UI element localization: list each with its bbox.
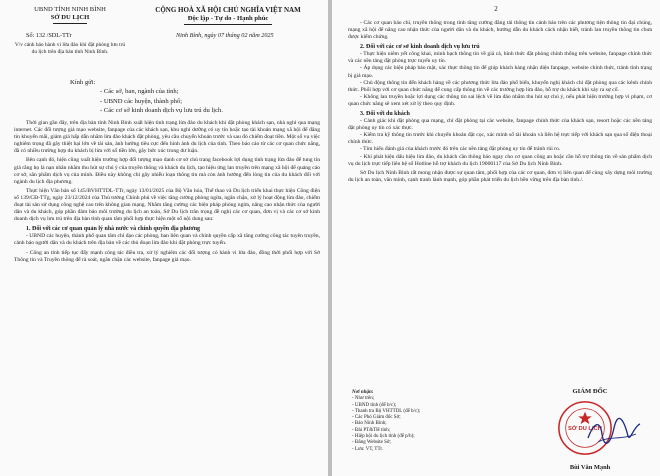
distribution-item: - UBND tỉnh (để b/c);	[352, 402, 397, 408]
page-number: 2	[494, 5, 498, 13]
closing-paragraph: Sở Du lịch Ninh Bình rất mong nhận được sự quan tâm, phối hợp của các cơ quan, đơn vị liên quan để cùng xây dựng môi trường du lịch an toàn, văn minh, cạnh tranh lành mạnh, góp phần phát triển du lịch bền vững trên địa bàn tỉnh./.	[348, 169, 652, 183]
list-item: - UBND các huyện, thành phố quan tâm chỉ đạo các phòng, ban liên quan và chính quyền cấp xã tăng cường công tác tuyên truyền, cảnh báo người dân và du khách trên địa bàn về các thủ đoạn lừa đảo khi đặt phòng trực tuyến.	[14, 233, 320, 247]
paragraph: Thực hiện Văn bản số 145/BVHTTDL-TTr, ngày 13/01/2025 của Bộ Văn hóa, Thể thao và Du lịch triển khai thực hiện Công điện số 139/CĐ-TTg, ngày 23/12/2024 của Thủ tướng Chính phủ về việc tăng cường phòng ngừa, ngăn chặn, xử lý hoạt động lừa đảo, chiếm đoạt tài sản sử dụng công nghệ cao trên không gian mạng. Nhằm tăng cường các biện pháp phòng ngừa, nâng cao nhận thức của người dân và du khách, góp phần đảm bảo môi trường du lịch an toàn, Sở Du lịch trân trọng đề nghị các cơ quan, đơn vị và các cơ sở kinh doanh dịch vụ lưu trú trên địa bàn tỉnh quan tâm phối hợp thực hiện một số nội dung sau:	[14, 187, 320, 223]
recipients-list	[100, 87, 223, 116]
recipient-item: - Các cơ sở kinh doanh dịch vụ lưu trú du lịch.	[100, 107, 223, 114]
paragraph: Thời gian gần đây, trên địa bàn tỉnh Ninh Bình xuất hiện tình trạng lừa đảo du khách khi đặt phòng khách sạn, nhà nghỉ qua mạng internet. Các đối tượng giả mạo website, fanpage của các khách sạn, khu nghỉ dưỡng có uy tín hoặc tạo tài khoản mạng xã hội để đăng tin khuyến mãi, giảm giá hấp dẫn nhằm lừa đảo khách đặt phòng, yêu cầu chuyển khoản trước và sau đó chiếm đoạt tiền. Một số vụ việc nghiêm trọng đã gây thiệt hại lớn về tài sản, ảnh hưởng tiêu cực đến hình ảnh du lịch của tỉnh. Theo báo cáo từ các cơ quan chức năng, đã có nhiều trường hợp du khách bị lừa với số tiền lớn, gây bức xúc trong dư luận.	[14, 120, 320, 155]
distribution-item: - Đăng Website Sở;	[352, 440, 391, 446]
distribution-item: - Như trên;	[352, 396, 375, 402]
list-item: - Thực hiện niêm yết công khai, minh bạch thông tin về giá cả, hình thức đặt phòng chính thống trên website, fanpage chính thức và các nền tảng đặt phòng trực tuyến uy tín.	[348, 51, 652, 65]
issuing-org: SỞ DU LỊCH	[50, 14, 90, 21]
signer-title: GIÁM ĐỐC	[572, 388, 608, 395]
list-item: - Các cơ quan báo chí, truyền thông trong tỉnh tăng cường đăng tải thông tin cảnh báo trên các phương tiện thông tin đại chúng, mạng xã hội để nâng cao nhận thức của người dân và du khách, hướng dẫn du khách cách nhận biết, tránh lan truyền thông tin chưa được kiểm chứng.	[348, 20, 652, 41]
recipients-label: Kính gửi:	[70, 79, 96, 86]
recipients-block	[70, 78, 223, 116]
nation-title: CỘNG HOÀ XÃ HỘI CHỦ NGHĨA VIỆT NAM	[155, 6, 301, 14]
list-item: - Không lan truyền hoặc lợi dụng các thông tin sai lệch về lừa đảo nhằm thu hút sự chú ý, nếu phát hiện trường hợp vi phạm, cơ quan chức năng sẽ xem xét xử lý theo quy định.	[348, 93, 652, 107]
list-item: - Công an tỉnh tiếp tục đẩy mạnh công tác điều tra, xử lý nghiêm các đối tượng có hành vi lừa đảo, đồng thời phối hợp với Sở Thông tin và Truyền thông để rà soát, ngăn chặn các website, fanpage giả mạo.	[14, 249, 320, 263]
section-heading: 3. Đối với du khách	[360, 111, 410, 118]
distribution-item: - Lưu: VT, TTr.	[352, 446, 384, 452]
divider	[53, 23, 87, 24]
body-text	[348, 20, 652, 184]
list-item: - Tìm hiểu đánh giá của khách trước đó trên các nền tảng đặt phòng uy tín để tránh rủi ro.	[360, 146, 561, 153]
document-page-2	[332, 0, 660, 476]
list-item: - Cảnh giác khi đặt phòng qua mạng, chỉ đặt phòng tại các website, fanpage chính thức của khách sạn, resort hoặc các nền tảng đặt phòng uy tín có xác thực.	[348, 118, 652, 132]
document-number: Số: 132 /SDL-TTr	[26, 32, 72, 39]
handwritten-signature	[584, 416, 642, 450]
recipient-item: - UBND các huyện, thành phố;	[100, 97, 183, 105]
list-item: - Áp dụng các biện pháp bảo mật, xác thực thông tin để giúp khách hàng nhận diện fanpage, website chính thức, tránh tình trạng bị giả mạo.	[348, 65, 652, 79]
body-text	[14, 120, 320, 264]
national-motto: Độc lập - Tự do - Hạnh phúc	[187, 14, 269, 22]
list-item: - Kiểm tra kỹ thông tin trước khi chuyển khoản đặt cọc, xác minh số tài khoản và liên hệ trực tiếp với khách sạn qua số điện thoại chính thức.	[348, 132, 652, 146]
distribution-list	[352, 390, 420, 453]
distribution-title: Nơi nhận:	[352, 390, 374, 395]
svg-text:SỞ DU LỊCH: SỞ DU LỊCH	[568, 425, 602, 432]
parent-org: UBND TỈNH NINH BÌNH	[34, 6, 106, 13]
distribution-item: - Hiệp hội du lịch tỉnh (để p/h);	[352, 434, 415, 440]
distribution-item: - Thanh tra Bộ VHTTDL (để b/c);	[352, 408, 421, 414]
document-date: Ninh Bình, ngày 07 tháng 02 năm 2025	[176, 32, 274, 39]
list-item: - Chủ động thông tin đến khách hàng về các phương thức lừa đảo phổ biến, khuyến nghị khách chỉ đặt phòng qua các kênh chính thức. Phối hợp với cơ quan chức năng để cung cấp thông tin về các trường hợp lừa đảo, hỗ trợ du khách khi xảy ra sự cố.	[348, 79, 652, 93]
national-header	[132, 6, 324, 25]
recipient-item: - Các sở, ban, ngành của tỉnh;	[100, 88, 179, 95]
paragraph: Bên cạnh đó, hiện cũng xuất hiện trường hợp đối tượng mạo danh cơ sở chủ trang facebook lợi dụng tình trạng lừa đảo để tung tin giả rằng họ là nạn nhân nhằm thu hút sự chú ý của truyền thông và khách du lịch, tạo hiệu ứng lan truyền trên mạng xã hội để quảng cáo cơ sở, săn phẩm dịch vụ của mình. Điều này không chỉ gây nhiễu loạn thông tin mà còn ảnh hưởng đến lòng tin của du khách đối với ngành du lịch địa phương.	[14, 157, 320, 185]
distribution-item: - Các Phó Giám đốc Sở;	[352, 415, 401, 421]
distribution-item: - Báo Ninh Bình;	[352, 421, 387, 427]
signer-name: Bùi Văn Mạnh	[569, 464, 611, 471]
document-page-1	[0, 0, 328, 476]
issuing-org-header	[10, 6, 130, 24]
section-heading: 1. Đối với các cơ quan quản lý nhà nước và chính quyền địa phương	[26, 226, 201, 233]
section-heading: 2. Đối với các cơ sở kinh doanh dịch vụ lưu trú	[360, 44, 480, 51]
distribution-item: - Đài PT&TH tỉnh;	[352, 427, 391, 433]
document-subject: V/v cảnh báo hành vi lừa đảo khi đặt phòng lưu trú du lịch trên địa bàn tỉnh Ninh Bình.	[14, 42, 126, 55]
divider	[184, 24, 272, 25]
list-item: - Khi phát hiện dấu hiệu lừa đảo, du khách cần thông báo ngay cho cơ quan công an hoặc cần hỗ trợ thông tin về sản phẩm dịch vụ du lịch trực tiếp liên hệ số Hotline hỗ trợ khách du lịch 19000117 của Sở Du lịch Ninh Bình.	[348, 153, 652, 167]
signature-block	[544, 388, 636, 471]
